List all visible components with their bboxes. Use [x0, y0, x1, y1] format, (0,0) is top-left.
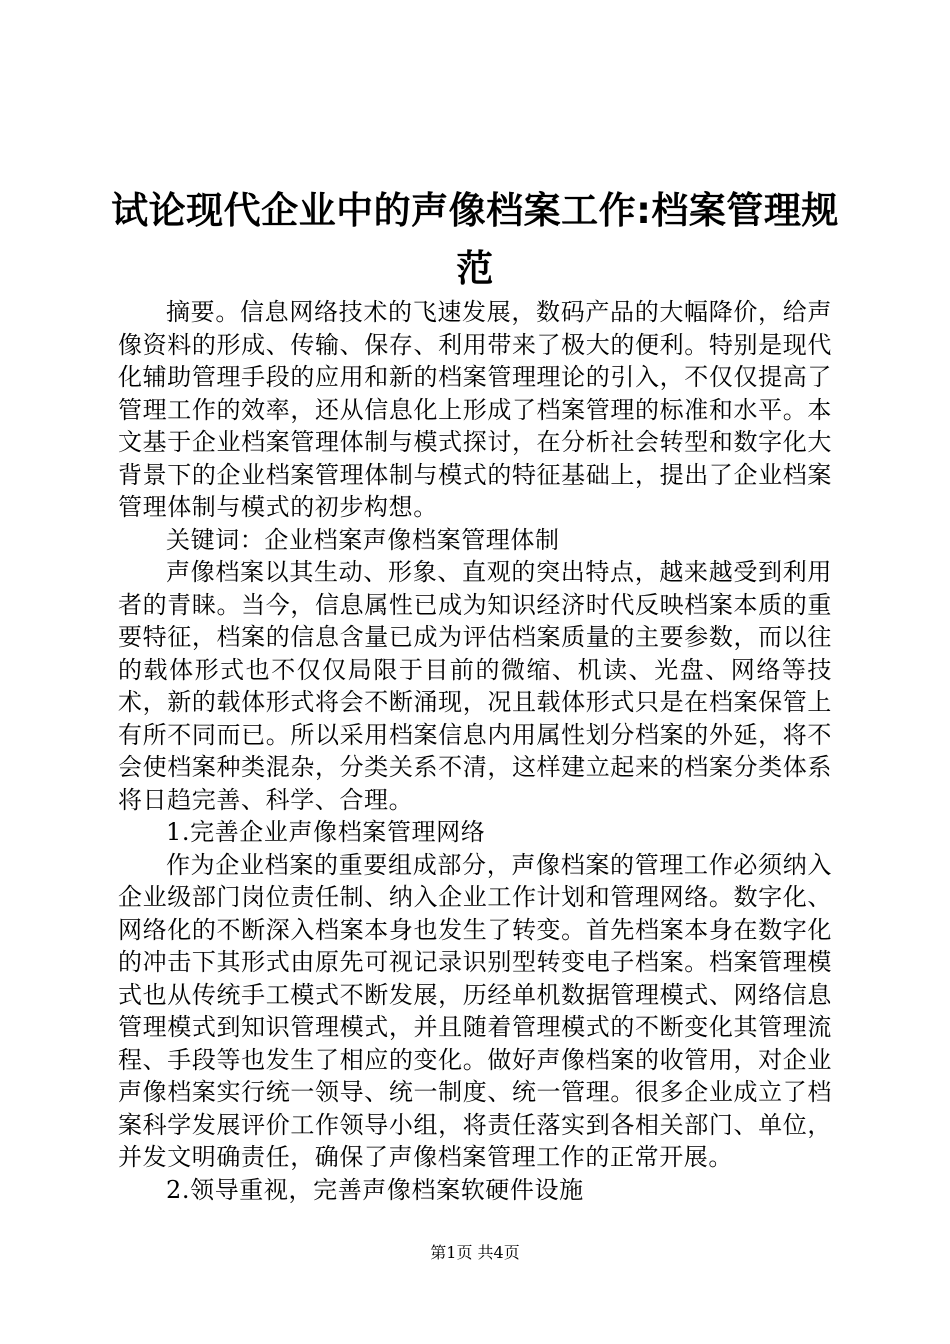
section-1-paragraph: 作为企业档案的重要组成部分，声像档案的管理工作必须纳入企业级部门岗位责任制、纳入企业工作计划和管理网络。数字化、网络化的不断深入档案本身也发生了转变。首先档案本身在数字化的冲击下其形式由原先可视记录识别型转变电子档案。档案管理模式也从传统手工模式不断发展，历经单机数据管理模式、网络信息管理模式到知识管理模式，并且随着管理模式的不断变化其管理流程、手段等也发生了相应的变化。做好声像档案的收管用，对企业声像档案实行统一领导、统一制度、统一管理。很多企业成立了档案科学发展评价工作领导小组，将责任落实到各相关部门、单位，并发文明确责任，确保了声像档案管理工作的正常开展。: [118, 850, 832, 1171]
section-heading-2: 2.领导重视，完善声像档案软硬件设施: [166, 1175, 584, 1204]
document-title: 试论现代企业中的声像档案工作:档案管理规范: [111, 189, 839, 290]
section-heading-1: 1.完善企业声像档案管理网络: [166, 818, 486, 846]
abstract-paragraph: 摘要。信息网络技术的飞速发展，数码产品的大幅降价，给声像资料的形成、传输、保存、利用带来了极大的便利。特别是现代化辅助管理手段的应用和新的档案管理理论的引入，不仅仅提高了管理工作的效率，还从信息化上形成了档案管理的标准和水平。本文基于企业档案管理体制与模式探讨，在分析社会转型和数字化大背景下的企业档案管理体制与模式的特征基础上，提出了企业档案管理体制与模式的初步构想。: [118, 298, 832, 521]
page-number-footer: 第1页 共4页: [430, 1243, 520, 1262]
keywords-paragraph: 关键词：企业档案声像档案管理体制: [166, 525, 560, 554]
intro-paragraph: 声像档案以其生动、形象、直观的突出特点，越来越受到利用者的青睐。当今，信息属性已成为知识经济时代反映档案本质的重要特征，档案的信息含量已成为评估档案质量的主要参数，而以往的载体形式也不仅仅局限于目前的微缩、机读、光盘、网络等技术，新的载体形式将会不断涌现，况且载体形式只是在档案保管上有所不同而已。所以采用档案信息内用属性划分档案的外延，将不会使档案种类混杂，分类关系不清，这样建立起来的档案分类体系将日趋完善、科学、合理。: [118, 558, 832, 814]
document-body: [118, 296, 832, 1206]
